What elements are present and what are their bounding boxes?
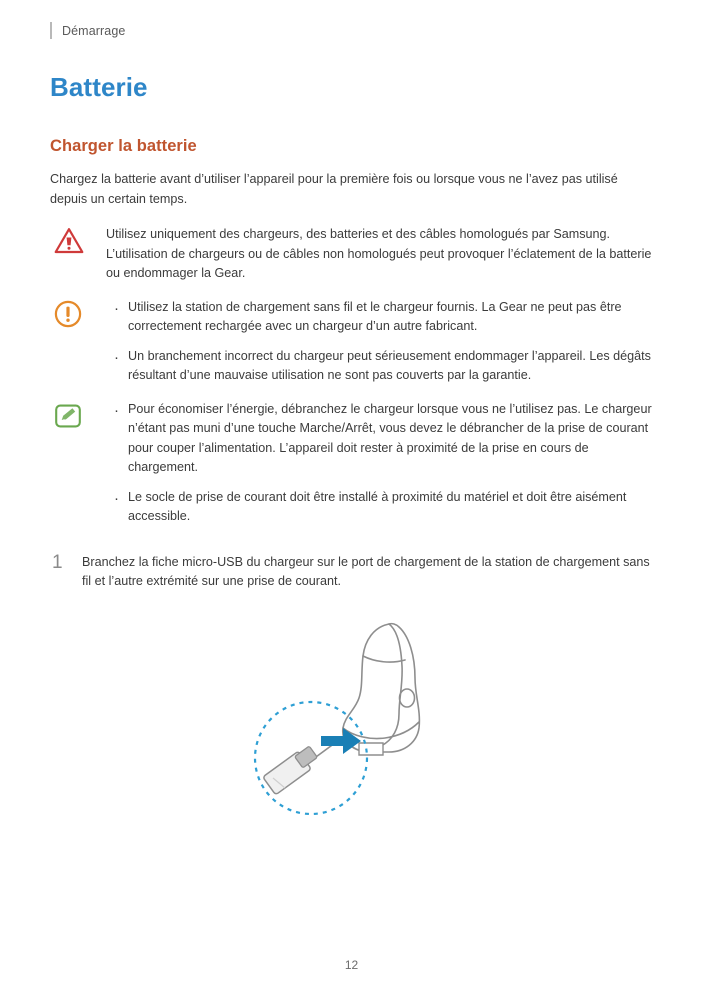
list-item: · Utilisez la station de chargement sans fil et le chargeur fournis. La Gear ne peut pas être correctement rechargée avec un chargeur d’un autre fabricant. xyxy=(106,298,656,337)
caution-notice xyxy=(50,298,656,386)
section-title: Charger la batterie xyxy=(50,137,197,155)
list-item: · Le socle de prise de courant doit être installé à proximité du matériel et doit être aisément accessible. xyxy=(106,488,656,527)
breadcrumb: Démarrage xyxy=(62,23,126,38)
list-item: · Pour économiser l’énergie, débranchez le chargeur lorsque vous ne l’utilisez pas. Le chargeur n’étant pas muni d’une touche Marche/Arrêt, vous devez le débrancher de la prise de courant pour couper l’alimentation. L’appareil doit rester à proximité de la prise en cours de chargement. xyxy=(106,400,656,478)
warning-text-wrap xyxy=(106,225,656,284)
list-item: · Un branchement incorrect du chargeur peut sérieusement endommager l’appareil. Les dégâts résultant d’une mauvaise utilisation ne sont pas couverts par la garantie. xyxy=(106,347,656,386)
note-list-wrap xyxy=(106,400,656,527)
caution-exclamation-icon xyxy=(50,298,106,328)
note-pencil-icon xyxy=(50,400,106,430)
page-title: Batterie xyxy=(50,72,148,102)
intro-paragraph: Chargez la batterie avant d’utiliser l’appareil pour la première fois ou lorsque vous ne l’avez pas utilisé depuis un certain temps. xyxy=(50,172,618,206)
note-notice xyxy=(50,400,656,527)
warning-notice xyxy=(50,225,656,284)
step-item xyxy=(50,553,656,592)
warning-text: Utilisez uniquement des chargeurs, des batteries et des câbles homologués par Samsung. L’utilisation de chargeurs ou de câbles non homologués peut provoquer l’éclatement de la batterie ou endommager la Gear. xyxy=(106,227,652,281)
header-divider xyxy=(50,22,52,39)
step-text: Branchez la fiche micro-USB du chargeur sur le port de chargement de la station de chargement sans fil et l’autre extrémité sur une prise de courant. xyxy=(82,554,650,589)
step-number: 1 xyxy=(52,551,63,573)
page-number: 12 xyxy=(344,958,359,972)
page-content xyxy=(50,72,656,840)
note-list xyxy=(106,400,656,527)
charging-cradle-usb-illustration xyxy=(50,610,656,840)
caution-list-wrap xyxy=(106,298,656,386)
page-header xyxy=(50,22,125,39)
caution-list xyxy=(106,298,656,386)
warning-triangle-icon xyxy=(50,225,106,254)
